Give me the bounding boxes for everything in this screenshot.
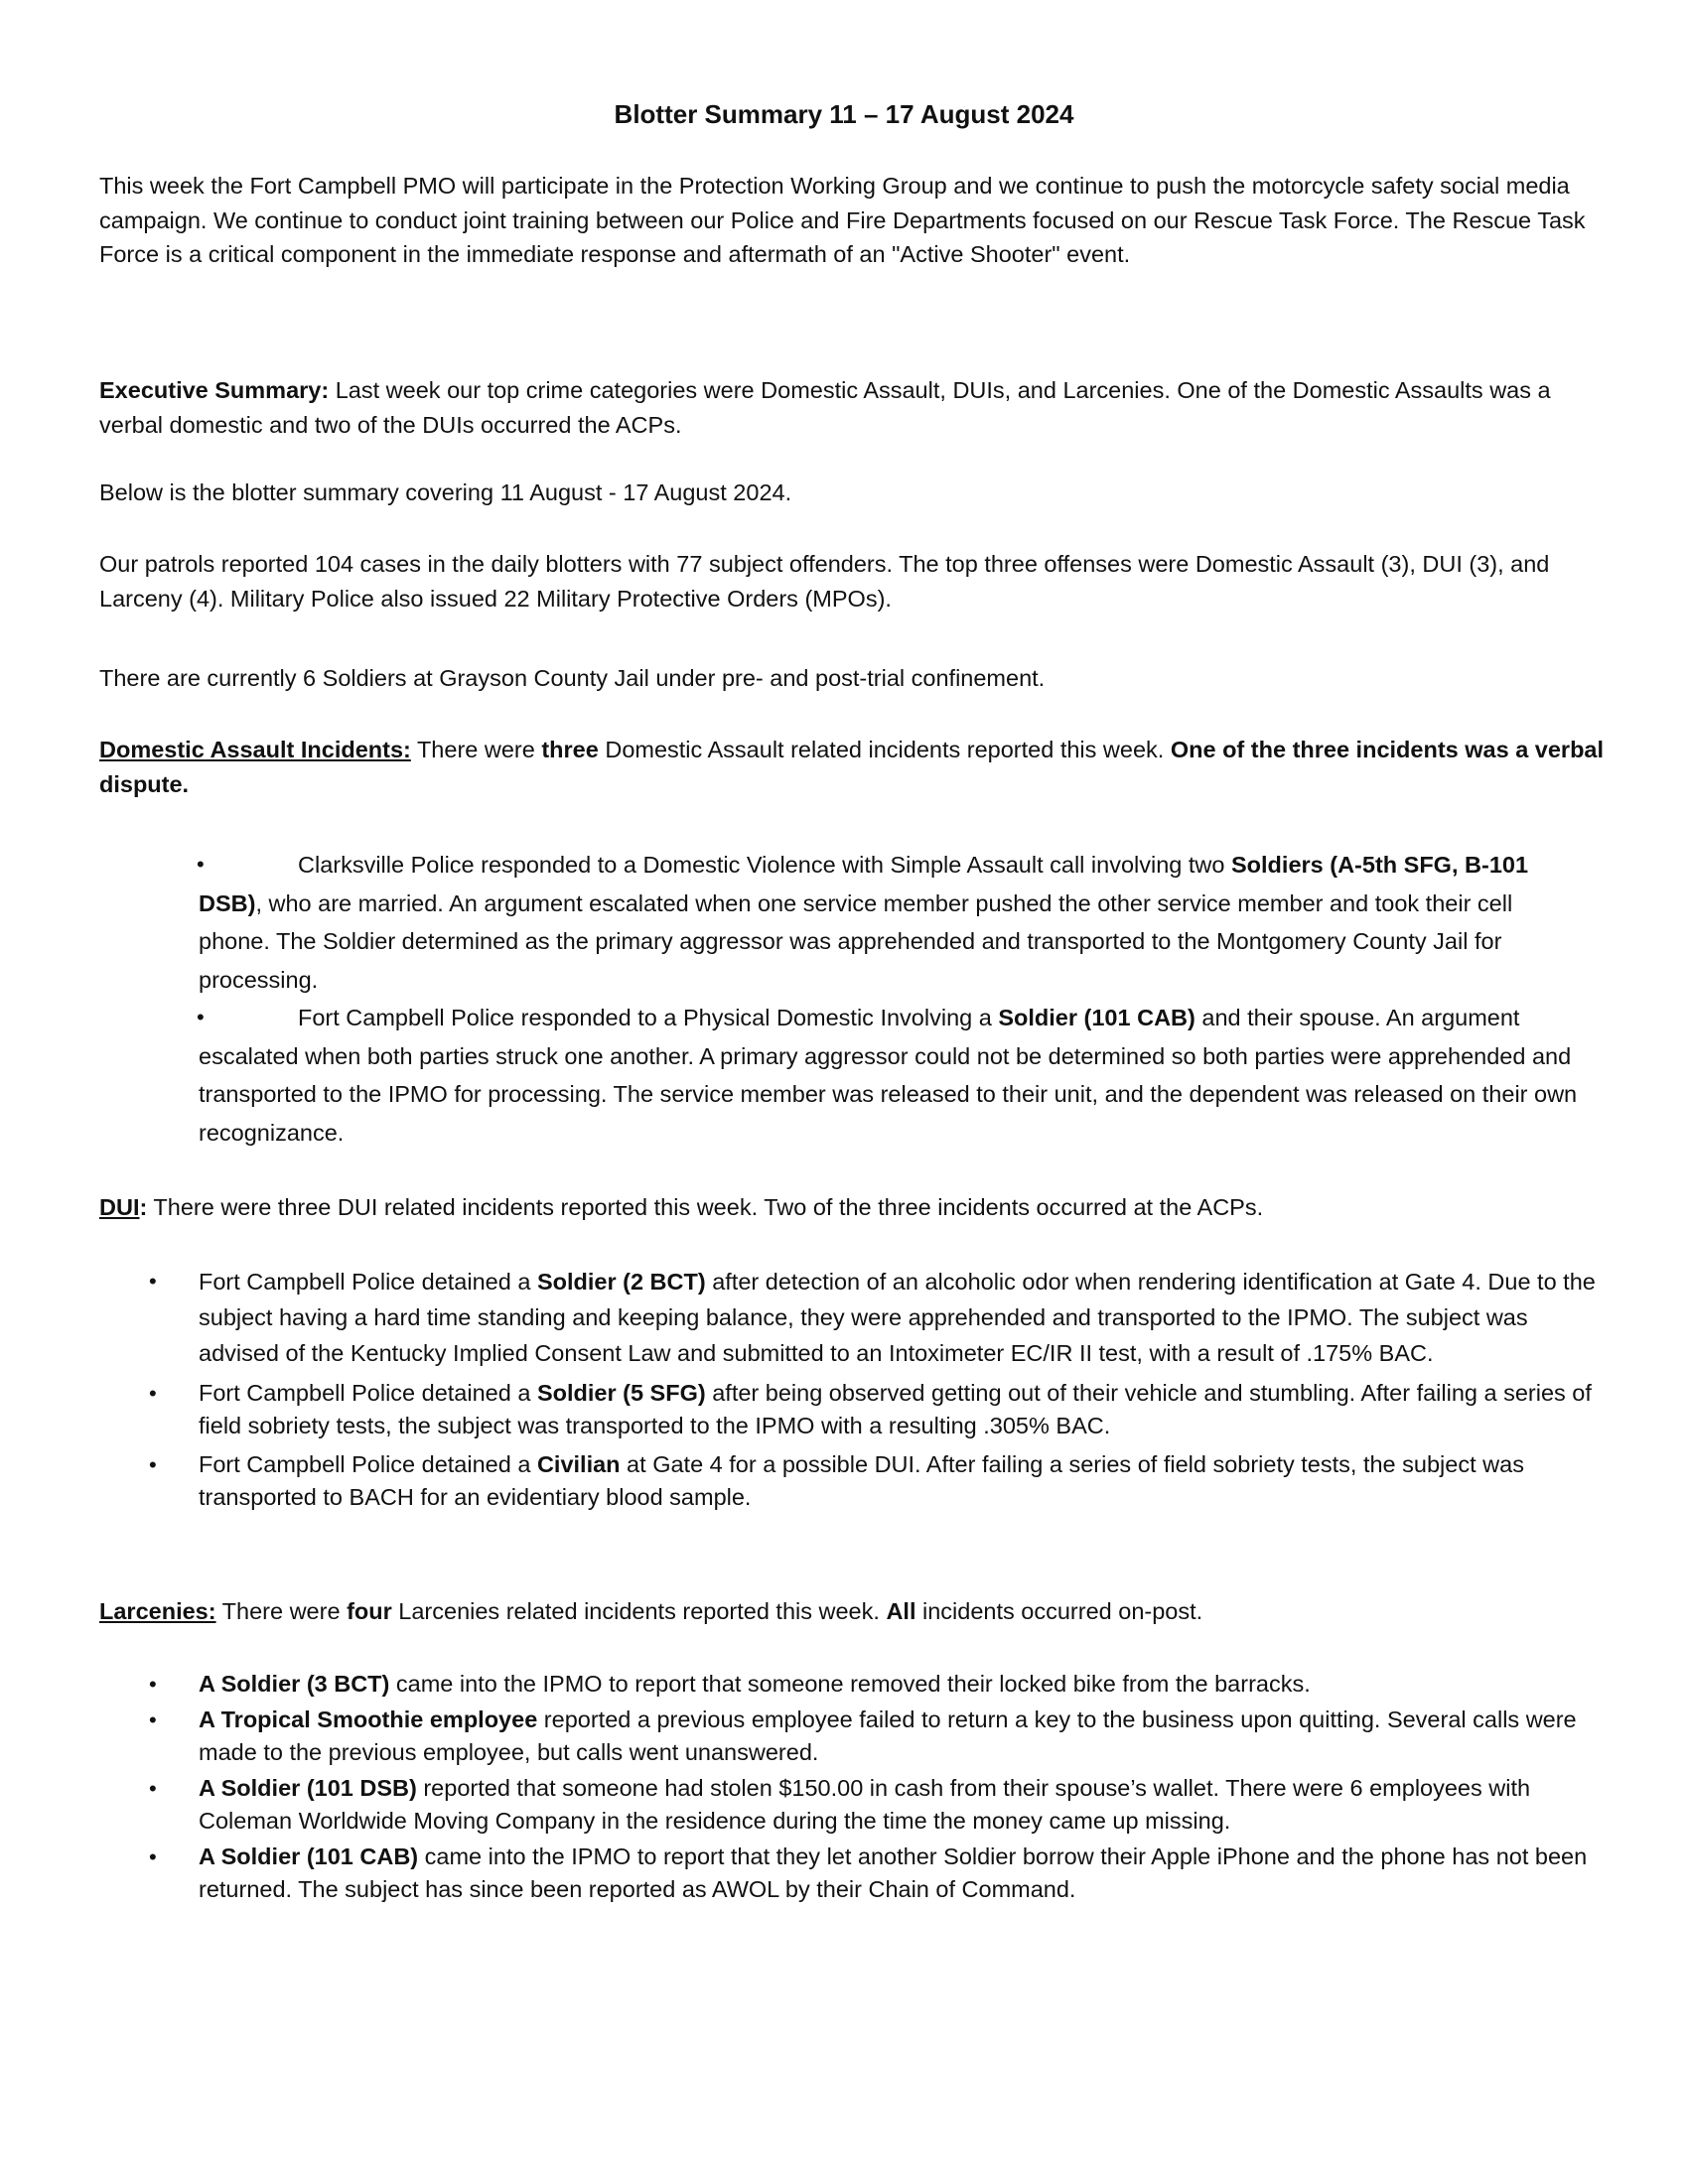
executive-summary-label: Executive Summary: [99,377,330,403]
bullet-icon: • [149,1707,157,1732]
dui-text: There were three DUI related incidents reported this week. Two of the three incidents occurred at the ACPs. [147,1194,1264,1220]
list-item-text: came into the IPMO to report that someone removed their locked bike from the barracks. [389,1671,1311,1697]
larcenies-count: four [347,1598,392,1624]
list-item [149,1264,1599,1371]
larcenies-text: incidents occurred on-post. [915,1598,1203,1624]
list-item-subject: Soldier (101 CAB) [998,1005,1196,1030]
list-item-text: after being observed getting out of their vehicle and stumbling. After failing a series of field sobriety tests, the subject was transported to the IPMO with a resulting .305% BAC. [199,1380,1592,1438]
list-item-text: Fort Campbell Police responded to a Physical Domestic Involving a [298,1005,999,1030]
bullet-icon: • [149,1776,157,1801]
domestic-assault-text: Domestic Assault related incidents reported this week. [598,737,1171,762]
list-item [149,1668,1599,1701]
list-item-subject: A Tropical Smoothie employee [199,1706,538,1732]
list-item-text: came into the IPMO to report that they let another Soldier borrow their Apple iPhone and the phone has not been returned. The subject has since been reported as AWOL by their Chain of Command. [199,1843,1588,1902]
list-item-text: and their spouse. An argument escalated when both parties struck one another. A primary aggressor could not be determined so both parties were apprehended and transported to the IPMO for processing. The service member was released to their unit, and the dependent was released on their own recognizance. [199,1005,1578,1146]
bullet-icon: • [149,1672,157,1697]
list-item-subject: A Soldier (3 BCT) [199,1671,390,1697]
list-item [199,846,1589,999]
list-item [199,999,1589,1152]
larcenies-scope: All [886,1598,916,1624]
list-item-text: Clarksville Police responded to a Domestic Violence with Simple Assault call involving two [298,852,1231,878]
bullet-icon: • [149,1381,157,1406]
list-item-subject: Soldier (5 SFG) [536,1380,706,1406]
executive-summary-text: Last week our top crime categories were Domestic Assault, DUIs, and Larcenies. One of the Domestic Assaults was a verbal domestic and two of the DUIs occurred the ACPs. [99,377,1551,438]
list-item-subject: Soldiers (A-5th SFG, B-101 DSB) [199,852,1529,916]
patrols-paragraph: Our patrols reported 104 cases in the daily blotters with 77 subject offenders. The top three offenses were Domestic Assault (3), DUI (3), and Larceny (4). Military Police also issued 22 Military Protective Orders (MPOs). [99,551,1550,612]
bullet-icon: • [197,1005,205,1029]
dui-list [149,1264,1599,1514]
bullet-icon: • [149,1269,157,1294]
dui-colon: : [139,1194,148,1220]
larcenies-text: There were [215,1598,348,1624]
list-item-text: reported a previous employee failed to return a key to the business upon quitting. Several calls were made to the previous employee, but calls went unanswered. [199,1706,1577,1765]
list-item [149,1377,1599,1442]
list-item [149,1704,1599,1769]
dui-label: DUI [99,1194,140,1220]
domestic-assault-label: Domestic Assault Incidents: [99,737,411,762]
larcenies-heading [99,1594,1609,1629]
list-item-text: Fort Campbell Police detained a [199,1451,537,1477]
list-item-text: Fort Campbell Police detained a [199,1380,537,1406]
list-item-subject: A Soldier (101 CAB) [199,1843,419,1869]
domestic-assault-note: One of the three incidents was a verbal dispute. [99,737,1605,797]
larcenies-list [149,1668,1599,1906]
page-title: Blotter Summary 11 – 17 August 2024 [614,99,1074,129]
list-item-text: at Gate 4 for a possible DUI. After failing a series of field sobriety tests, the subject was transported to BACH for an evidentiary blood sample. [199,1451,1524,1510]
list-item-text: , who are married. An argument escalated when one service member pushed the other service member and took their cell phone. The Soldier determined as the primary aggressor was apprehended and transported to the Montgomery County Jail for processing. [199,889,1513,993]
bullet-icon: • [197,852,205,877]
list-item-text: Fort Campbell Police detained a [199,1269,537,1295]
intro-paragraph: This week the Fort Campbell PMO will participate in the Protection Working Group and we continue to push the motorcycle safety social media campaign. We continue to conduct joint training between our Police and Fire Departments focused on our Rescue Task Force. The Rescue Task Force is a critical component in the immediate response and aftermath of an "Active Shooter" event. [99,173,1586,267]
list-item [149,1772,1599,1838]
list-item-subject: Soldier (2 BCT) [536,1269,706,1295]
larcenies-label: Larcenies: [99,1598,216,1624]
list-item [149,1841,1599,1906]
list-item-text: reported that someone had stolen $150.00 in cash from their spouse’s wallet. There were 6 employees with Coleman Worldwide Moving Company in the residence during the time the money came up missing. [199,1775,1531,1834]
list-item-subject: A Soldier (101 DSB) [199,1775,417,1801]
list-item-text: after detection of an alcoholic odor when rendering identification at Gate 4. Due to the subject having a hard time standing and keeping balance, they were apprehended and transported to the IPMO. The subject was advised of the Kentucky Implied Consent Law and submitted to an Intoximeter EC/IR II test, with a result of .175% BAC. [199,1269,1596,1366]
coverage-paragraph: Below is the blotter summary covering 11 August - 17 August 2024. [99,479,792,505]
executive-summary-paragraph [99,373,1609,442]
domestic-assault-count: three [541,737,599,762]
domestic-assault-heading [99,733,1609,801]
dui-heading [99,1190,1609,1225]
larcenies-text: Larcenies related incidents reported this week. [391,1598,887,1624]
bullet-icon: • [149,1452,157,1477]
domestic-assault-list [199,846,1589,1152]
domestic-assault-text: There were [410,737,542,762]
confinement-paragraph: There are currently 6 Soldiers at Grayson County Jail under pre- and post-trial confinement. [99,665,1046,691]
list-item [149,1448,1599,1514]
bullet-icon: • [149,1844,157,1869]
list-item-subject: Civilian [536,1451,621,1477]
